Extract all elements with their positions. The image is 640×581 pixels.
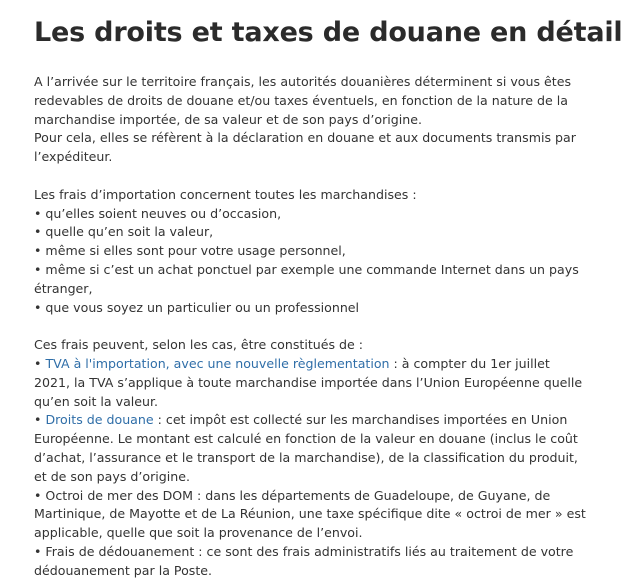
fees-heading: Les frais d’importation concernent toutes les marchandises :	[34, 186, 417, 202]
octroi-text: Martinique, de Mayotte et de La Réunion, une taxe spécifique dite « octroi de mer » est	[34, 506, 586, 522]
clearance-item: • Frais de dédouanement : ce sont des frais administratifs liés au traitement de votre	[34, 543, 574, 559]
page-title: Les droits et taxes de douane en détail	[34, 17, 623, 48]
costs-heading: Ces frais peuvent, selon les cas, être constitués de :	[34, 337, 364, 353]
paragraph-spacer	[34, 167, 616, 186]
paragraph-spacer	[34, 317, 616, 336]
vat-text: : à compter du 1er juillet	[389, 355, 550, 371]
list-item: • même si elles sont pour votre usage personnel,	[34, 243, 346, 259]
bullet: •	[34, 355, 42, 371]
duties-text: Européenne. Le montant est calculé en fonction de la valeur en douane (inclus le coût	[34, 431, 578, 447]
octroi-text: applicable, quelle que soit la provenance de l’envoi.	[34, 525, 363, 541]
clearance-text: dédouanement par la Poste.	[34, 562, 213, 578]
intro-line: marchandise importée, de sa valeur et de son pays d’origine.	[34, 111, 423, 127]
vat-import-link[interactable]: TVA à l'importation, avec une nouvelle règlementation	[45, 355, 390, 371]
intro-line: Pour cela, elles se réfèrent à la déclaration en douane et aux documents transmis par	[34, 130, 576, 146]
list-item: • même si c’est un achat ponctuel par exemple une commande Internet dans un pays	[34, 261, 579, 277]
duties-text: d’achat, l’assurance et le transport de la marchandise), de la classification du produit,	[34, 449, 578, 465]
customs-duties-link[interactable]: Droits de douane	[45, 412, 154, 428]
vat-text: qu’en soit la valeur.	[34, 393, 159, 409]
bullet: •	[34, 412, 42, 428]
intro-line: redevables de droits de douane et/ou taxes éventuels, en fonction de la nature de la	[34, 92, 569, 108]
list-item: étranger,	[34, 280, 93, 296]
list-item: • que vous soyez un particulier ou un professionnel	[34, 299, 360, 315]
intro-line: A l’arrivée sur le territoire français, les autorités douanières déterminent si vous êtes	[34, 74, 572, 89]
duties-item	[34, 411, 616, 430]
article-body	[34, 73, 616, 581]
duties-text: : cet impôt est collecté sur les marchandises importées en Union	[153, 412, 568, 428]
list-item: • qu’elles soient neuves ou d’occasion,	[34, 205, 282, 221]
list-item: • quelle qu’en soit la valeur,	[34, 224, 214, 240]
duties-text: et de son pays d’origine.	[34, 468, 191, 484]
vat-item	[34, 355, 616, 374]
octroi-item: • Octroi de mer des DOM : dans les départements de Guadeloupe, de Guyane, de	[34, 487, 551, 503]
vat-text: 2021, la TVA s’applique à toute marchandise importée dans l’Union Européenne quelle	[34, 374, 583, 390]
intro-line: l’expéditeur.	[34, 149, 113, 165]
